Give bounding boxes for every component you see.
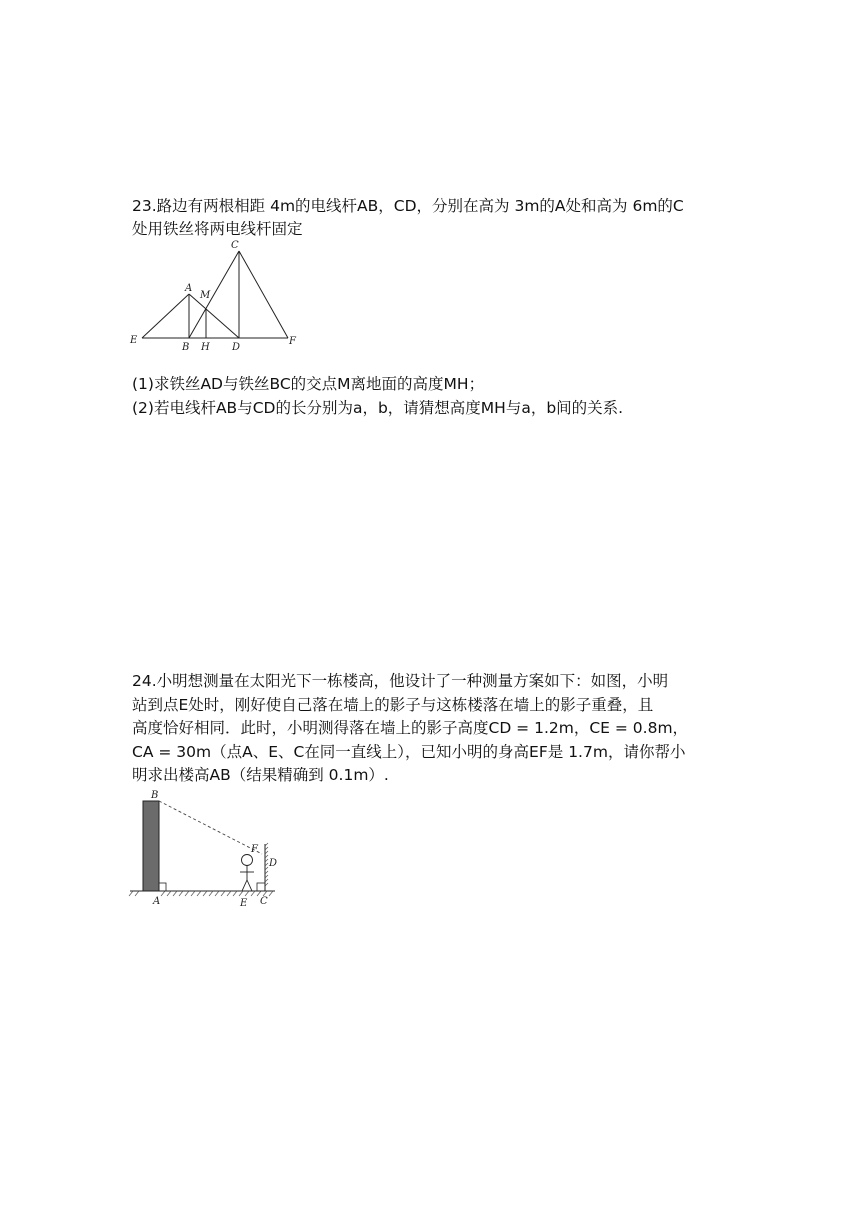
wire-cf [239,251,288,338]
label-a: A [153,896,161,907]
label-b: B [182,342,190,353]
label-f: F [251,844,258,855]
label-m: M [200,290,211,301]
wire-ad [189,294,239,338]
label-f: F [289,336,296,347]
label-e: E [240,898,248,909]
right-angle-c [257,883,265,891]
q23-line-2: 处用铁丝将两电线杆固定 [132,220,303,238]
label-e: E [130,335,138,346]
q24-line-1: 24.小明想测量在太阳光下一栋楼高，他设计了一种测量方案如下：如图，小明 [132,672,669,690]
q23-figure [125,238,305,354]
label-d: D [269,858,278,869]
q23-part-2: (2)若电线杆AB与CD的长分别为a，b，请猜想高度MH与a，b间的关系. [132,399,624,417]
label-c: C [231,240,239,251]
q24-line-3: 高度恰好相同．此时，小明测得落在墙上的影子高度CD = 1.2m，CE = 0.8m， [132,719,689,737]
q24-line-5: 明求出楼高AB（结果精确到 0.1m）. [132,766,389,784]
right-angle-a [159,883,166,891]
q23-line-1: 23.路边有两根相距 4m的电线杆AB，CD，分别在高为 3m的A处和高为 6m的C [132,197,684,215]
q24-line-2: 站到点E处时，刚好使自己落在墙上的影子与这栋楼落在墙上的影子重叠，且 [132,696,654,714]
label-h: H [201,342,210,353]
building-ab [143,801,159,891]
label-b: B [151,790,159,801]
label-c: C [260,896,268,907]
q24-line-4: CA = 30m（点A、E、C在同一直线上），已知小明的身高EF是 1.7m，请你帮小 [132,743,686,761]
q23-part-1: (1)求铁丝AD与铁丝BC的交点M离地面的高度MH； [132,375,485,393]
label-d: D [232,342,241,353]
q24-figure [125,786,285,910]
wire-bc [189,251,239,338]
sun-ray [159,801,262,854]
ground-hatching [129,891,273,896]
wire-ea [142,294,189,338]
label-a: A [185,283,193,294]
person-ef [240,855,254,892]
